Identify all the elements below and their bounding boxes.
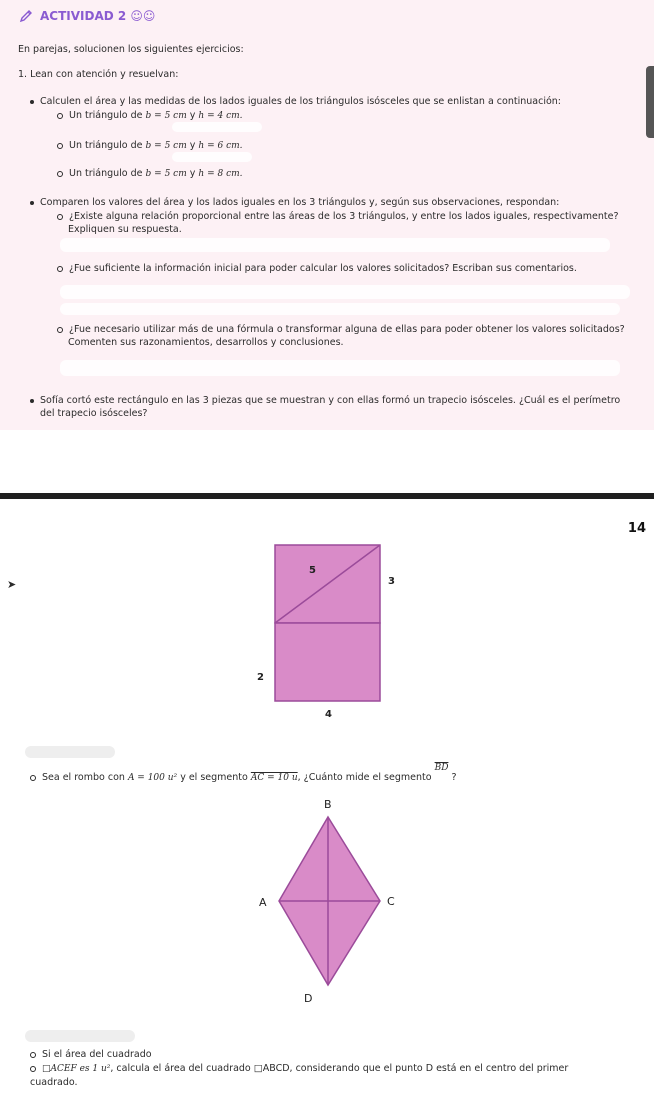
triangle-1: Un triángulo de b = 5 cm y h = 4 cm. (57, 110, 243, 122)
redacted-area (25, 1030, 135, 1042)
item-1: 1. Lean con atención y resuelvan: (18, 69, 179, 80)
square-question-2: □ACEF es 1 u², calcula el área del cuadrado □ABCD, considerando que el punto D está en el centro del primer (30, 1063, 568, 1075)
bullet-2: Comparen los valores del área y los lados iguales en los 3 triángulos y, según sus observaciones, respondan: (30, 197, 559, 209)
title-text: ACTIVIDAD 2 ☺☺ (40, 9, 156, 23)
question-3-cont: Comenten sus razonamientos, desarrollos y conclusiones. (68, 337, 344, 348)
square-question: Si el área del cuadrado (30, 1049, 152, 1061)
question-1: ¿Existe alguna relación proporcional entre las áreas de los 3 triángulos, y entre los lados iguales, respectivamente? (57, 211, 619, 223)
bullet-3-cont: del trapecio isósceles? (40, 408, 148, 419)
redacted-area (25, 746, 115, 758)
bullet-1: Calculen el área y las medidas de los lados iguales de los triángulos isósceles que se enlistan a continuación: (30, 96, 561, 108)
label-bottom: 4 (325, 709, 332, 720)
square-question-3: cuadrado. (30, 1077, 78, 1088)
rombo-question: Sea el rombo con A = 100 u² y el segmento AC = 10 u, ¿Cuánto mide el segmento $\overline{BD}$ ? (30, 772, 457, 784)
pencil-icon (18, 8, 34, 24)
triangle-2: Un triángulo de b = 5 cm y h = 6 cm. (57, 140, 243, 152)
rectangle-bottom-piece (275, 623, 380, 701)
redacted-area (172, 122, 262, 132)
activity-title (18, 8, 155, 24)
vertex-b: B (324, 798, 332, 811)
label-top: 5 (309, 565, 316, 576)
rectangle-figure (270, 540, 385, 705)
page-divider (0, 493, 654, 499)
rhombus-figure (275, 812, 385, 992)
label-left: 2 (257, 672, 264, 683)
vertex-a: A (259, 896, 267, 909)
redacted-area (60, 360, 620, 376)
vertex-c: C (387, 895, 395, 908)
redacted-area (60, 285, 630, 299)
bullet-3: Sofía cortó este rectángulo en las 3 piezas que se muestran y con ellas formó un trapecio isósceles. ¿Cuál es el perímetro (30, 395, 620, 407)
redacted-area (172, 152, 252, 162)
question-3: ¿Fue necesario utilizar más de una fórmula o transformar alguna de ellas para poder obtener los valores solicitados? (57, 324, 625, 336)
question-1-cont: Expliquen su respuesta. (68, 224, 182, 235)
page-number: 14 (627, 521, 646, 536)
triangle-3: Un triángulo de b = 5 cm y h = 8 cm. (57, 168, 243, 180)
scrollbar-handle[interactable] (646, 66, 654, 138)
vertex-d: D (304, 992, 313, 1005)
intro-text: En parejas, solucionen los siguientes ejercicios: (18, 44, 244, 55)
label-right: 3 (388, 576, 395, 587)
question-2: ¿Fue suficiente la información inicial para poder calcular los valores solicitados? Escriban sus comentarios. (57, 263, 577, 275)
redacted-area (60, 303, 620, 315)
cursor-icon: ➤ (7, 578, 17, 591)
redacted-area (60, 238, 610, 252)
